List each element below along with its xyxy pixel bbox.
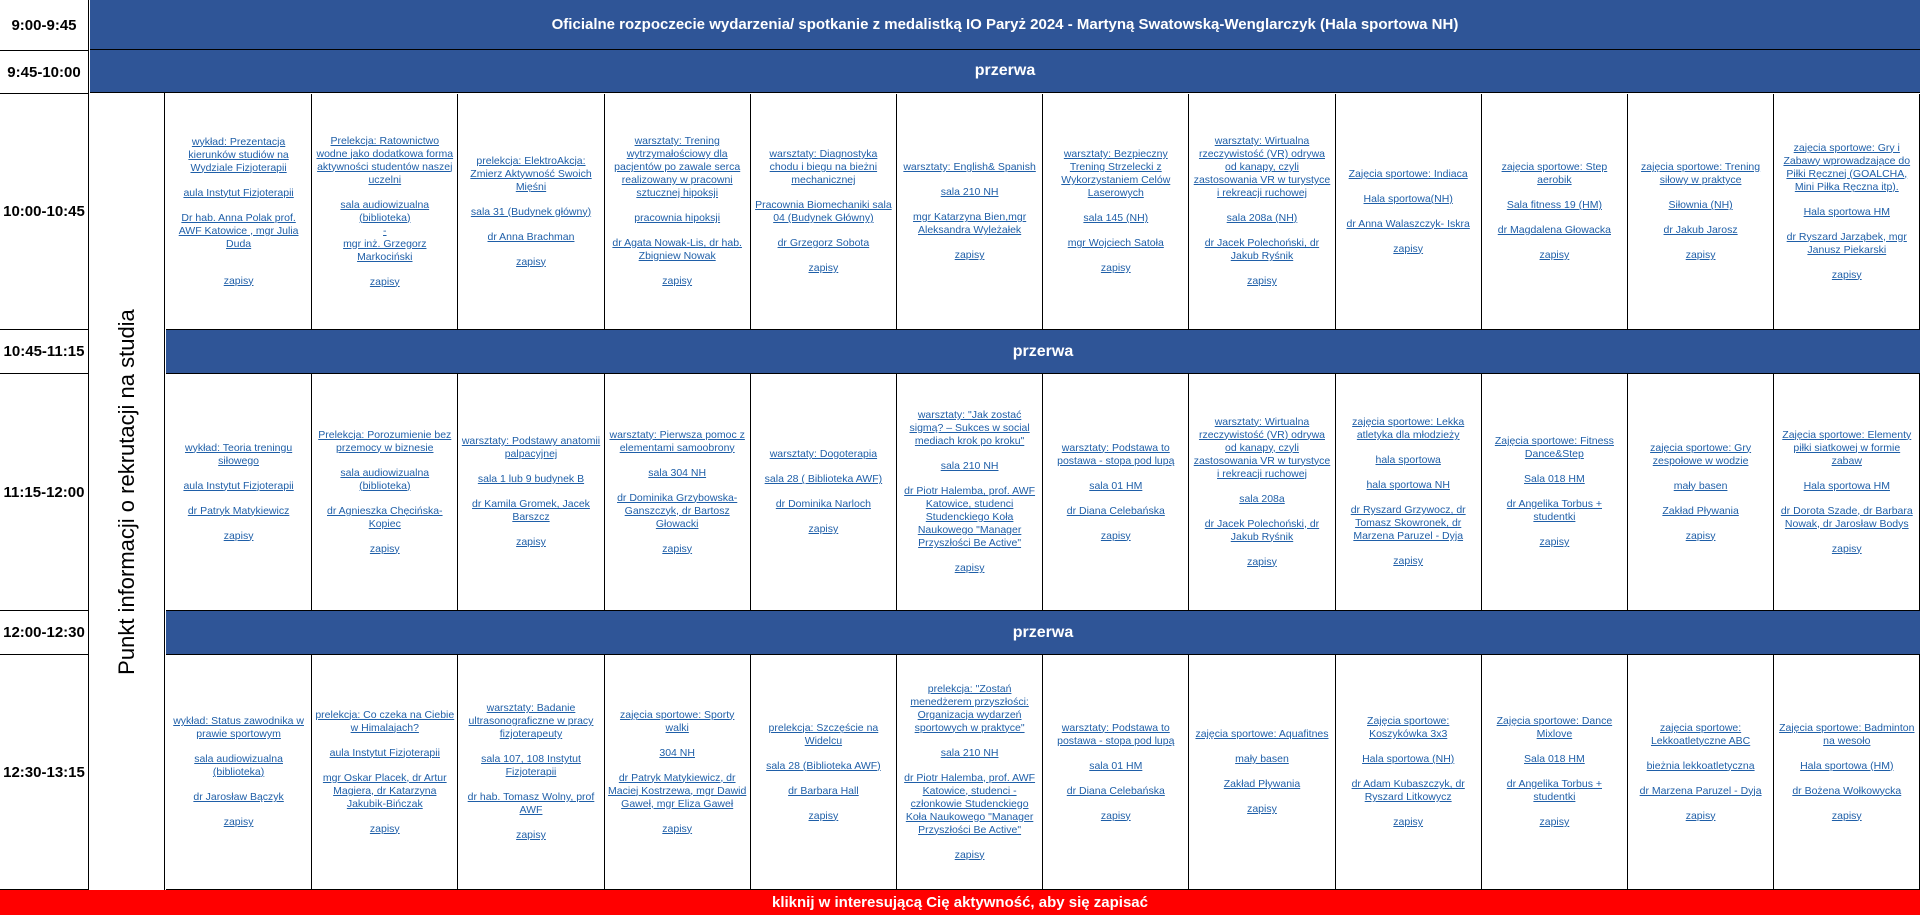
signup-link[interactable]: zapisy <box>1247 275 1277 287</box>
activity-line: sala 208a (NH) <box>1226 212 1298 224</box>
activity-line: Dr hab. Anna Polak prof. AWF Katowice , mgr Julia Duda <box>178 211 299 250</box>
activity-cell[interactable] <box>312 655 458 890</box>
signup-link[interactable]: zapisy <box>1100 529 1131 542</box>
signup-link[interactable]: zapisy <box>662 822 693 835</box>
activity-line: Zajęcia sportowe: Dance Mixlove <box>1496 715 1613 740</box>
activity-line: Prelekcja: Porozumienie bez przemocy w biznesie <box>318 428 452 454</box>
activity-line: bieżnia lekkoatletyczna <box>1646 759 1755 772</box>
activity-line: mały basen <box>1673 479 1728 492</box>
activity-line: zajęcia sportowe: Sporty walki <box>619 708 735 734</box>
break-banner-2: przerwa <box>166 330 1920 374</box>
activity-line: dr Barbara Hall <box>788 784 859 797</box>
activity-cell[interactable] <box>312 374 458 611</box>
activity-line: Hala sportowa (HM) <box>1800 759 1894 772</box>
activity-cell[interactable] <box>458 655 604 890</box>
activity-line: sala 28 (Biblioteka AWF) <box>766 759 881 772</box>
activity-line: prelekcja: "Zostań menedżerem przyszłości: Organizacja wydarzeń sportowych w praktyce" <box>910 682 1029 734</box>
activity-line: dr hab. Tomasz Wolny, prof AWF <box>467 791 595 816</box>
activity-line: dr Anna Brachman <box>487 230 575 243</box>
activity-line: mgr Katarzyna Bien,mgr Aleksandra Wyleżałek <box>912 211 1027 236</box>
activity-line: dr Ryszard Jarząbek, mgr Janusz Piekarski <box>1786 230 1907 256</box>
activity-line: warsztaty: Wirtualna rzeczywistość (VR) odrywa od kanapy, czyli zastosowania VR w turystyce i rekreacji ruchowej <box>1193 135 1331 199</box>
activity-line: aula Instytut Fizjoterapii <box>183 479 294 492</box>
activity-line: dr Patryk Matykiewicz <box>187 504 290 517</box>
activity-line: Prelekcja: Ratownictwo wodne jako dodatkowa forma aktywności studentów naszej uczelni <box>316 134 454 186</box>
time-slot-7: 12:30-13:15 <box>0 655 89 890</box>
activity-line: dr Jacek Polechoński, dr Jakub Ryśnik <box>1204 237 1320 262</box>
activity-line: dr Piotr Halemba, prof. AWF Katowice, studenci - członkowie Studenckiego Koła Naukowego "Manager Przyszłości Be Active" <box>904 771 1036 836</box>
activity-line: warsztaty: Badanie ultrasonograficzne w pracy fizjoterapeuty <box>468 702 594 740</box>
activity-line: prelekcja: Co czeka na Ciebie w Himalajach? <box>315 708 455 734</box>
activity-line: dr Jarosław Bączyk <box>193 791 284 803</box>
activity-line: warsztaty: Wirtualna rzeczywistość (VR) odrywa od kanapy, czyli zastosowania VR w turystyce i rekreacji ruchowej <box>1193 415 1331 480</box>
activity-line: sala 1 lub 9 budynek B <box>477 473 585 485</box>
activity-line: wykład: Prezentacja kierunków studiów na Wydziale Fizjoterapii <box>188 135 289 174</box>
activity-line: mgr Wojciech Satoła <box>1067 237 1164 249</box>
activity-line: warsztaty: Podstawa to postawa - stopa pod lupą <box>1057 721 1175 747</box>
signup-link[interactable]: zapisy <box>954 562 985 574</box>
activity-line: sala 28 ( Biblioteka AWF) <box>764 473 883 485</box>
signup-link[interactable]: zapisy <box>1100 262 1131 274</box>
activity-line: dr Angelika Torbus + studentki <box>1506 778 1603 803</box>
activity-line: wykład: Teoria treningu siłowego <box>184 441 293 467</box>
activity-cell[interactable] <box>166 655 312 890</box>
activity-line: aula Instytut Fizjoterapii <box>329 746 440 759</box>
signup-link[interactable]: zapisy <box>1685 249 1716 261</box>
activity-cell[interactable] <box>605 374 751 611</box>
signup-link[interactable]: zapisy <box>516 255 546 268</box>
activity-cell[interactable] <box>458 94 604 330</box>
activity-line: Hala sportowa HM <box>1803 205 1890 218</box>
activity-line: dr Dominika Narloch <box>775 498 871 510</box>
activity-line: Zajęcia sportowe: Fitness Dance&Step <box>1494 435 1614 460</box>
activity-line: dr Grzegorz Sobota <box>777 237 870 249</box>
break-banner-1: przerwa <box>90 50 1920 93</box>
recruitment-info-column <box>90 93 165 890</box>
activity-cell[interactable] <box>1774 655 1920 890</box>
time-slot-2: 9:45-10:00 <box>0 51 89 94</box>
activity-line: hala sportowa <box>1375 454 1441 466</box>
activity-line: Zajęcia sportowe: Koszykówka 3x3 <box>1367 715 1450 740</box>
signup-footer: kliknij w interesującą Cię aktywność, aby się zapisać <box>0 890 1920 915</box>
activity-cell[interactable] <box>1482 94 1628 330</box>
activity-line: Zakład Pływania <box>1223 778 1301 790</box>
activity-cell[interactable] <box>312 94 458 330</box>
signup-link[interactable]: zapisy <box>1831 542 1862 555</box>
activity-cell[interactable] <box>1774 374 1920 611</box>
signup-link[interactable]: zapisy <box>662 275 693 287</box>
activity-cell[interactable] <box>751 655 897 890</box>
activity-line: mgr Oskar Placek, dr Artur Magiera, dr Katarzyna Jakubik-Bińczak <box>322 771 447 810</box>
activity-cell[interactable] <box>1482 374 1628 611</box>
activity-line: sala 107, 108 Instytut Fizjoterapii <box>481 753 581 778</box>
activity-line: warsztaty: "Jak zostać sigmą? – Sukces w social mediach krok po kroku" <box>909 409 1030 447</box>
activity-line: zajęcia sportowe: Lekkoatletyczne ABC <box>1650 721 1751 747</box>
opening-banner: Oficialne rozpoczecie wydarzenia/ spotkanie z medalistką IO Paryż 2024 - Martyną Swatowską-Wenglarczyk (Hala sportowa NH) <box>90 0 1920 50</box>
activity-line: Sala 018 HM <box>1524 753 1585 765</box>
activity-line: Hala sportowa HM <box>1803 479 1890 492</box>
time-slot-5: 11:15-12:00 <box>0 374 89 611</box>
activity-cell[interactable] <box>897 374 1043 611</box>
activity-line: Sala fitness 19 (HM) <box>1506 199 1602 211</box>
signup-link[interactable]: zapisy <box>223 816 254 828</box>
activity-line: - <box>383 224 387 237</box>
activity-cell[interactable] <box>1189 94 1335 330</box>
activity-line: sala 01 HM <box>1089 759 1143 772</box>
signup-link[interactable]: zapisy <box>1539 249 1570 261</box>
signup-link[interactable]: zapisy <box>369 822 400 835</box>
time-slot-6: 12:00-12:30 <box>0 611 89 655</box>
signup-link[interactable]: zapisy <box>954 848 985 861</box>
activity-line: Zajęcia sportowe: Indiaca <box>1348 167 1468 180</box>
activity-cell[interactable] <box>605 655 751 890</box>
time-slot-4: 10:45-11:15 <box>0 330 89 374</box>
activity-cell[interactable] <box>1336 374 1482 611</box>
activity-line: warsztaty: Podstawy anatomii palpacyjnej <box>461 435 601 460</box>
signup-link[interactable]: zapisy <box>516 536 546 548</box>
activity-line: hala sportowa NH <box>1366 479 1450 491</box>
activity-line: 304 NH <box>659 746 695 759</box>
activity-cell[interactable] <box>1774 94 1920 330</box>
activity-line: dr Patryk Matykiewicz, dr Maciej Kostrzewa, mgr Dawid Gaweł, mgr Eliza Gaweł <box>608 771 747 810</box>
activity-line: sala audiowizualna (biblioteka) <box>340 466 430 492</box>
activity-line: dr Marzena Paruzel - Dyja <box>1639 784 1762 797</box>
activity-line: dr Bożena Wołkowycka <box>1792 784 1902 797</box>
time-slot-3: 10:00-10:45 <box>0 94 89 330</box>
activity-line: dr Adam Kubaszczyk, dr Ryszard Litkowycz <box>1351 778 1465 803</box>
signup-link[interactable]: zapisy <box>369 542 400 555</box>
activity-line: dr Diana Celebańska <box>1066 784 1165 797</box>
activity-cell[interactable] <box>1336 94 1482 330</box>
activity-line: sala 31 (Budynek główny) <box>470 205 592 218</box>
activity-line: Hala sportowa(NH) <box>1363 192 1453 205</box>
signup-link[interactable]: zapisy <box>1685 809 1716 822</box>
activity-line: zajęcia sportowe: Lekka atletyka dla młodzieży <box>1352 416 1465 441</box>
signup-link[interactable]: zapisy <box>808 262 839 274</box>
signup-link[interactable]: zapisy <box>1831 809 1862 822</box>
activity-line: dr Diana Celebańska <box>1066 504 1165 517</box>
activity-cell[interactable] <box>1043 94 1189 330</box>
activity-cell[interactable] <box>1628 94 1774 330</box>
signup-link[interactable]: zapisy <box>1247 803 1277 815</box>
activity-line: warsztaty: Bezpieczny Trening Strzelecki z Wykorzystaniem Celów Laserowych <box>1061 148 1171 199</box>
activity-line: dr Dorota Szade, dr Barbara Nowak, dr Jarosław Bodys <box>1780 504 1913 530</box>
signup-link[interactable]: zapisy <box>662 542 693 555</box>
signup-link[interactable]: zapisy <box>1100 809 1131 822</box>
activity-line: mały basen <box>1235 753 1289 765</box>
activity-line: aula Instytut Fizjoterapii <box>183 186 294 199</box>
activity-line: warsztaty: Diagnostyka chodu i biegu na bieżni mechanicznej <box>769 148 878 186</box>
activity-line: dr Dominika Grzybowska-Ganszczyk, dr Bartosz Głowacki <box>617 491 738 530</box>
activity-line: warsztaty: Dogoterapia <box>769 448 878 460</box>
activity-line: Zajęcia sportowe: Badminton na wesoło <box>1779 721 1915 747</box>
activity-line: dr Ryszard Grzywocz, dr Tomasz Skowronek, dr Marzena Paruzel - Dyja <box>1350 504 1466 542</box>
activity-cell[interactable] <box>1189 655 1335 890</box>
activity-line: dr Agata Nowak-Lis, dr hab. Zbigniew Nowak <box>612 237 742 262</box>
activity-cell[interactable] <box>1628 655 1774 890</box>
activity-line: dr Kamila Gromek, Jacek Barszcz <box>472 498 590 523</box>
activity-line: Zajęcia sportowe: Elementy piłki siatkowej w formie zabaw <box>1782 428 1912 467</box>
activity-line: prelekcja: Szczęście na Widelcu <box>768 721 879 747</box>
activity-line: wykład: Status zawodnika w prawie sportowym <box>173 715 304 740</box>
activity-line: warsztaty: Trening wytrzymałościowy dla pacjentów po zawale serca realizowany w pracowni sztucznej hipoksji <box>614 135 741 199</box>
signup-link[interactable]: zapisy <box>1393 555 1424 567</box>
activity-line: sala audiowizualna (biblioteka) <box>194 753 283 778</box>
recruitment-info-text: Punkt informacji o rekrutacji na studia <box>114 308 139 675</box>
activity-line: sala 01 HM <box>1089 479 1143 492</box>
activity-cell[interactable] <box>751 374 897 611</box>
activity-line: mgr inż. Grzegorz Markociński <box>343 237 427 263</box>
activity-line: Hala sportowa (NH) <box>1362 753 1455 765</box>
signup-link[interactable]: zapisy <box>1539 816 1570 828</box>
activity-line: sala 210 NH <box>940 460 999 472</box>
activity-line: zajęcia sportowe: Gry zespołowe w wodzie <box>1650 441 1752 467</box>
activity-cell[interactable] <box>166 374 312 611</box>
activity-line: dr Anna Walaszczyk- Iskra <box>1346 217 1470 230</box>
activity-line: sala 304 NH <box>648 466 707 479</box>
activity-line: sala audiowizualna (biblioteka) <box>340 198 430 224</box>
activity-cell[interactable] <box>897 655 1043 890</box>
activity-line: sala 210 NH <box>940 746 999 759</box>
signup-link[interactable]: zapisy <box>808 809 839 822</box>
activity-line: prelekcja: ElektroAkcja: Zmierz Aktywność Swoich Mięśni <box>470 154 592 193</box>
activity-cell[interactable] <box>1043 655 1189 890</box>
activity-line: zajęcia sportowe: Trening siłowy w praktyce <box>1641 161 1761 186</box>
activity-line: dr Piotr Halemba, prof. AWF Katowice, studenci Studenckiego Koła Naukowego "Manager Przyszłości Be Active" <box>904 485 1036 549</box>
activity-cell[interactable] <box>1482 655 1628 890</box>
activity-line: pracownia hipoksji <box>634 212 721 224</box>
activity-line: dr Angelika Torbus + studentki <box>1506 498 1603 523</box>
signup-link[interactable]: zapisy <box>1831 268 1862 281</box>
signup-link[interactable]: zapisy <box>954 249 985 261</box>
signup-link[interactable]: zapisy <box>808 523 839 535</box>
break-banner-3: przerwa <box>166 611 1920 655</box>
signup-link[interactable]: zapisy <box>1685 529 1716 542</box>
activity-line: Zakład Pływania <box>1662 504 1739 517</box>
signup-link[interactable]: zapisy <box>1393 242 1424 255</box>
activity-cell[interactable] <box>751 94 897 330</box>
activity-line: sala 208a <box>1239 492 1285 505</box>
time-slot-1: 9:00-9:45 <box>0 0 89 51</box>
activity-cell[interactable] <box>1043 374 1189 611</box>
activity-line: Pracownia Biomechaniki sala 04 (Budynek Główny) <box>755 199 892 224</box>
activity-line: dr Agnieszka Chęcińska-Kopiec <box>327 504 443 530</box>
activity-line: dr Jakub Jarosz <box>1663 224 1738 236</box>
activity-cell[interactable] <box>1628 374 1774 611</box>
activity-line: warsztaty: English& Spanish <box>903 161 1036 173</box>
activity-line: zajęcia sportowe: Aquafitnes <box>1195 728 1329 740</box>
activity-line: sala 210 NH <box>940 186 999 198</box>
activity-line: Sala 018 HM <box>1524 473 1585 485</box>
signup-link[interactable]: zapisy <box>1539 536 1570 548</box>
activity-line: dr Magdalena Głowacka <box>1497 224 1611 236</box>
signup-link[interactable]: zapisy <box>1393 816 1424 828</box>
signup-link[interactable]: zapisy <box>223 274 254 287</box>
activity-line: dr Jacek Polechoński, dr Jakub Ryśnik <box>1204 517 1320 543</box>
activity-cell[interactable] <box>1189 374 1335 611</box>
signup-link[interactable]: zapisy <box>369 275 400 288</box>
signup-link[interactable]: zapisy <box>223 529 254 542</box>
activity-cell[interactable] <box>166 94 312 330</box>
activity-cell[interactable] <box>1336 655 1482 890</box>
activity-cell[interactable] <box>458 374 604 611</box>
activity-line: zajęcia sportowe: Step aerobik <box>1501 161 1608 186</box>
activity-line: Siłownia (NH) <box>1668 199 1733 211</box>
signup-link[interactable]: zapisy <box>516 829 546 841</box>
activity-line: sala 145 (NH) <box>1083 212 1149 224</box>
signup-link[interactable]: zapisy <box>1247 555 1277 568</box>
activity-line: warsztaty: Podstawa to postawa - stopa pod lupą <box>1057 441 1175 467</box>
activity-line: zajęcia sportowe: Gry i Zabawy wprowadzające do Piłki Ręcznej (GOALCHA, Mini Piłka Ręczna itp). <box>1783 141 1911 193</box>
activity-line: warsztaty: Pierwsza pomoc z elementami samoobrony <box>609 428 745 454</box>
activity-cell[interactable] <box>897 94 1043 330</box>
activity-cell[interactable] <box>605 94 751 330</box>
